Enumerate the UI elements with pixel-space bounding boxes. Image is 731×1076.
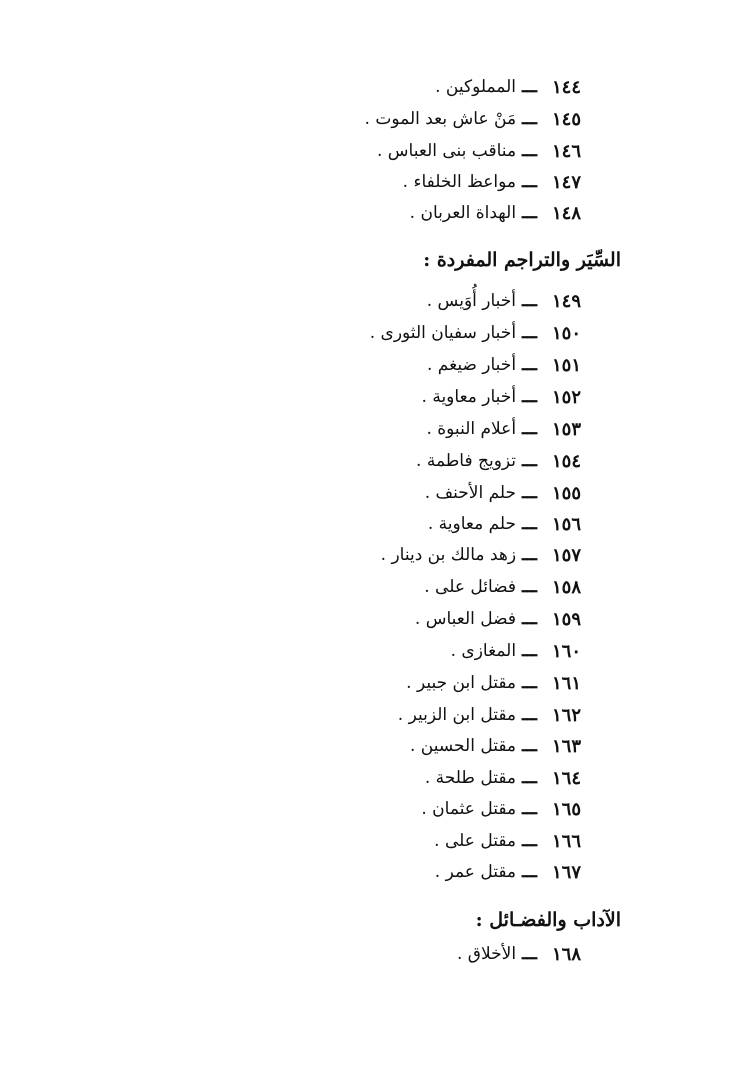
entry-number: ١٤٦ bbox=[551, 141, 581, 162]
entry-dash: ـــ bbox=[522, 387, 537, 407]
entry-title: مقتل ابن جبير . bbox=[406, 673, 517, 693]
entry-number: ١٤٧ bbox=[551, 172, 581, 193]
entry-number: ١٤٨ bbox=[551, 203, 581, 224]
entry-title: مقتل عثمان . bbox=[421, 799, 517, 819]
entry-number: ١٦١ bbox=[551, 673, 581, 694]
entry-number: ١٥٣ bbox=[551, 419, 581, 440]
entry-dash: ـــ bbox=[522, 291, 537, 311]
entry-dash: ـــ bbox=[522, 768, 537, 788]
entry-number: ١٦٧ bbox=[551, 862, 581, 883]
entry-number: ١٦٨ bbox=[551, 944, 581, 965]
list-item bbox=[457, 939, 581, 970]
section-heading: الآداب والفضـائل : bbox=[475, 909, 621, 931]
entry-title: المملوكين . bbox=[435, 77, 517, 97]
entry-dash: ـــ bbox=[522, 641, 537, 661]
entry-number: ١٦٢ bbox=[551, 705, 581, 726]
entry-title: الأخلاق . bbox=[456, 944, 517, 964]
entry-number: ١٥٠ bbox=[551, 323, 581, 344]
entry-number: ١٤٩ bbox=[551, 291, 581, 312]
entry-title: أخبار معاوية . bbox=[421, 387, 517, 407]
entry-dash: ـــ bbox=[522, 141, 537, 161]
entry-number: ١٥٨ bbox=[551, 577, 581, 598]
list-item bbox=[424, 572, 581, 603]
entry-dash: ـــ bbox=[522, 577, 537, 597]
list-item bbox=[370, 318, 581, 349]
entry-number: ١٥١ bbox=[551, 355, 581, 376]
list-item bbox=[425, 763, 581, 794]
entry-title: تزويج فاطمة . bbox=[416, 451, 517, 471]
entry-title: مقتل عمر . bbox=[434, 862, 517, 882]
entry-title: حلم الأحنف . bbox=[424, 483, 517, 503]
entry-number: ١٥٢ bbox=[551, 387, 581, 408]
entry-title: المغازى . bbox=[450, 641, 517, 661]
entry-title: مقتل الحسين . bbox=[410, 736, 517, 756]
list-item bbox=[425, 478, 581, 509]
entry-dash: ـــ bbox=[522, 705, 537, 725]
entry-dash: ـــ bbox=[522, 323, 537, 343]
list-item bbox=[403, 167, 581, 198]
entry-dash: ـــ bbox=[522, 799, 537, 819]
entry-dash: ـــ bbox=[522, 736, 537, 756]
entry-dash: ـــ bbox=[522, 419, 537, 439]
list-item bbox=[422, 382, 581, 413]
entry-number: ١٥٩ bbox=[551, 609, 581, 630]
entry-title: حلم معاوية . bbox=[427, 514, 517, 534]
list-item bbox=[381, 540, 581, 571]
entry-title: أخبار ضيغم . bbox=[427, 355, 517, 375]
entry-number: ١٦٤ bbox=[551, 768, 581, 789]
entry-number: ١٦٥ bbox=[551, 799, 581, 820]
entry-title: مقتل على . bbox=[434, 831, 517, 851]
entry-dash: ـــ bbox=[522, 77, 537, 97]
list-item bbox=[421, 794, 581, 825]
list-item bbox=[434, 826, 581, 857]
entry-number: ١٥٧ bbox=[551, 545, 581, 566]
entry-number: ١٦٣ bbox=[551, 736, 581, 757]
entry-title: مناقب بنى العباس . bbox=[377, 141, 517, 161]
entry-dash: ـــ bbox=[522, 831, 537, 851]
entry-title: مقتل طلحة . bbox=[424, 768, 517, 788]
entry-title: مَنْ عاش بعد الموت . bbox=[364, 109, 517, 129]
entry-title: مواعظ الخلفاء . bbox=[402, 172, 517, 192]
entry-number: ١٤٤ bbox=[551, 77, 581, 98]
list-item bbox=[365, 104, 581, 135]
list-item bbox=[427, 350, 581, 381]
entry-number: ١٥٥ bbox=[551, 483, 581, 504]
entry-number: ١٥٦ bbox=[551, 514, 581, 535]
entry-number: ١٦٦ bbox=[551, 831, 581, 852]
entry-number: ١٦٠ bbox=[551, 641, 581, 662]
list-item bbox=[410, 198, 581, 229]
entry-dash: ـــ bbox=[522, 355, 537, 375]
entry-dash: ـــ bbox=[522, 483, 537, 503]
entry-title: أخبار سفيان الثورى . bbox=[369, 323, 517, 343]
entry-title: أعلام النبوة . bbox=[426, 419, 517, 439]
entry-dash: ـــ bbox=[522, 545, 537, 565]
list-item bbox=[426, 414, 581, 445]
entry-title: مقتل ابن الزبير . bbox=[397, 705, 517, 725]
list-item bbox=[427, 286, 581, 317]
list-item bbox=[398, 700, 581, 731]
entry-title: أخبار أُوَيس . bbox=[426, 291, 517, 311]
list-item bbox=[435, 72, 581, 103]
list-item bbox=[406, 668, 581, 699]
entry-dash: ـــ bbox=[522, 862, 537, 882]
entry-dash: ـــ bbox=[522, 451, 537, 471]
list-item bbox=[435, 857, 581, 888]
entry-dash: ـــ bbox=[522, 944, 537, 964]
entry-dash: ـــ bbox=[522, 203, 537, 223]
entry-dash: ـــ bbox=[522, 172, 537, 192]
entry-dash: ـــ bbox=[522, 609, 537, 629]
list-item bbox=[416, 446, 581, 477]
list-item bbox=[377, 136, 581, 167]
list-item bbox=[415, 604, 581, 635]
section-heading: السِّيَر والتراجم المفردة : bbox=[423, 249, 621, 271]
entry-number: ١٤٥ bbox=[551, 109, 581, 130]
entry-dash: ـــ bbox=[522, 514, 537, 534]
list-item bbox=[428, 509, 581, 540]
entry-title: فضل العباس . bbox=[414, 609, 517, 629]
entry-dash: ـــ bbox=[522, 109, 537, 129]
entry-title: زهد مالك بن دينار . bbox=[380, 545, 517, 565]
entry-number: ١٥٤ bbox=[551, 451, 581, 472]
entry-title: الهداة العربان . bbox=[409, 203, 517, 223]
list-item bbox=[451, 636, 581, 667]
list-item bbox=[410, 731, 581, 762]
entry-dash: ـــ bbox=[522, 673, 537, 693]
entry-title: فضائل على . bbox=[424, 577, 517, 597]
